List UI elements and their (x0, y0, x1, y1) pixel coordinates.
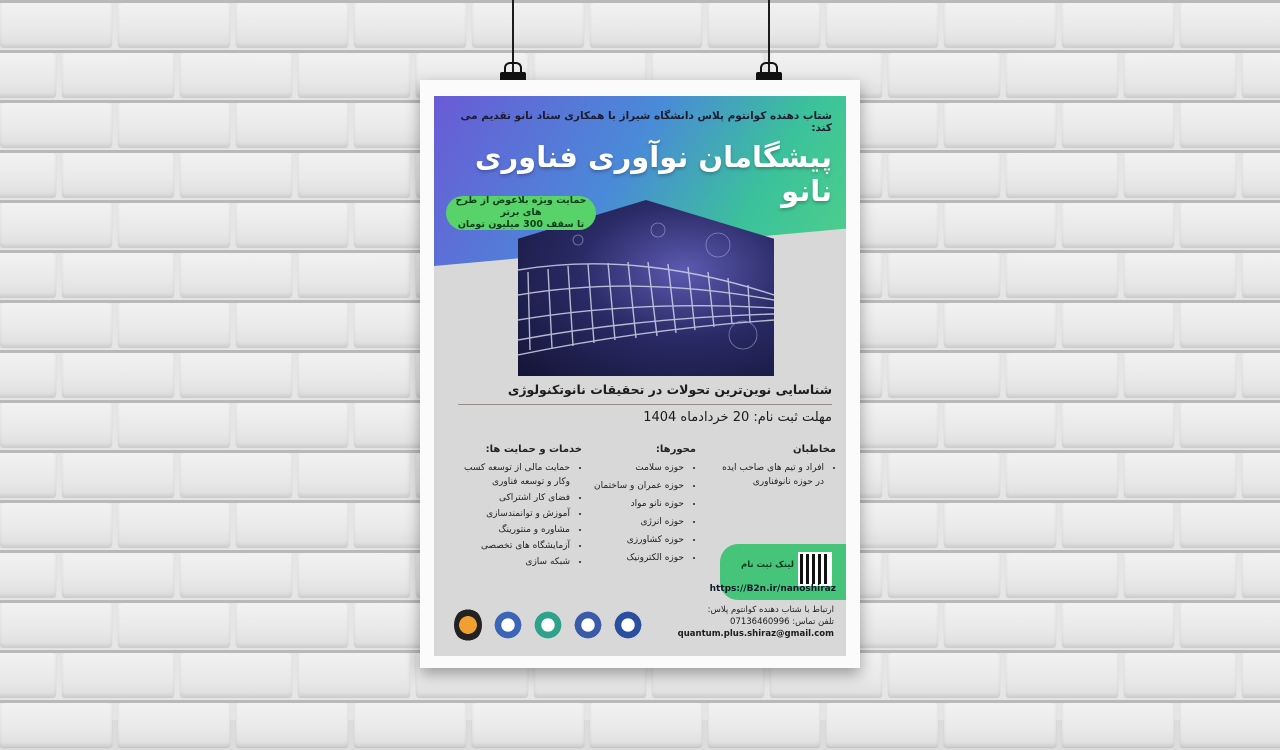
brick (0, 203, 112, 247)
brick (236, 503, 348, 547)
brick (888, 353, 1000, 397)
brick (180, 453, 292, 497)
brick (888, 153, 1000, 197)
brick (472, 3, 584, 47)
brick (1124, 53, 1236, 97)
brick (944, 703, 1056, 747)
brick (944, 403, 1056, 447)
registration-deadline: مهلت ثبت نام: 20 خردادماه 1404 (643, 410, 832, 425)
brick (236, 703, 348, 747)
brick (1062, 303, 1174, 347)
brick (62, 253, 174, 297)
brick (0, 153, 56, 197)
brick (62, 53, 174, 97)
brick (1006, 53, 1118, 97)
brick (118, 203, 230, 247)
qr-code-icon[interactable] (798, 552, 832, 586)
divider (458, 404, 832, 405)
brick (354, 703, 466, 747)
poster-content (434, 96, 846, 656)
funding-badge (446, 196, 596, 230)
brick (236, 403, 348, 447)
poster-title: پیشگامان نوآوری فناوری نانو (474, 140, 832, 208)
brick (118, 403, 230, 447)
brick (0, 503, 112, 547)
brick (1124, 353, 1236, 397)
brick (298, 453, 410, 497)
logo-icon (574, 608, 602, 642)
axes-heading: محورها: (655, 444, 696, 455)
axes-item: • حوزه الکترونیک (576, 551, 684, 565)
brick (236, 203, 348, 247)
brick (118, 303, 230, 347)
brick (62, 153, 174, 197)
contact-email: quantum.plus.shiraz@gmail.com (677, 629, 834, 639)
services-item: • حمایت مالی از توسعه کسب وکار و توسعه فناوری (452, 461, 570, 489)
brick (1062, 403, 1174, 447)
brick (1180, 303, 1280, 347)
brick (1124, 553, 1236, 597)
axes-item: • حوزه کشاورزی (576, 533, 684, 547)
brick (1124, 453, 1236, 497)
brick (888, 53, 1000, 97)
brick (62, 353, 174, 397)
registration-label: لینک ثبت نام (740, 560, 794, 570)
brick (0, 3, 112, 47)
brick (298, 653, 410, 697)
brick (944, 103, 1056, 147)
brick (298, 53, 410, 97)
brick (708, 703, 820, 747)
brick (180, 353, 292, 397)
brick (180, 53, 292, 97)
brick (944, 203, 1056, 247)
presents-line: شتاب دهنده کوانتوم پلاس دانشگاه شیراز با همکاری ستاد نانو تقدیم می کند: (460, 110, 832, 134)
sponsor-logos (454, 608, 654, 648)
brick (0, 53, 56, 97)
brick (1242, 253, 1280, 297)
brick (1180, 3, 1280, 47)
brick (0, 453, 56, 497)
brick (1180, 403, 1280, 447)
brick (180, 553, 292, 597)
brick (888, 253, 1000, 297)
brick (1062, 3, 1174, 47)
brick (944, 303, 1056, 347)
brick (1006, 253, 1118, 297)
brick (1006, 653, 1118, 697)
services-heading: خدمات و حمایت ها: (485, 444, 582, 455)
axes-item: • حوزه سلامت (576, 461, 684, 475)
brick (1124, 253, 1236, 297)
services-item: • فضای کار اشتراکی (452, 491, 570, 505)
poster (420, 80, 860, 668)
axes-section (576, 444, 696, 569)
services-item: • آزمایشگاه های تخصصی (452, 539, 570, 553)
brick (1242, 553, 1280, 597)
audience-heading: مخاطبان (793, 444, 836, 455)
brick (298, 153, 410, 197)
brick (1062, 103, 1174, 147)
brick (1242, 53, 1280, 97)
services-item: • شبکه سازی (452, 555, 570, 569)
brick (1062, 203, 1174, 247)
brick (944, 603, 1056, 647)
brick (1242, 453, 1280, 497)
subtitle: شناسایی نوین‌ترین تحولات در تحقیقات نانوتکنولوژی (507, 382, 832, 397)
brick (1124, 153, 1236, 197)
brick (944, 3, 1056, 47)
logo-icon (614, 608, 642, 642)
registration-link[interactable]: https://B2n.ir/nanoshiraz (709, 584, 836, 594)
brick (236, 303, 348, 347)
brick (1180, 503, 1280, 547)
brick (62, 553, 174, 597)
axes-item: • حوزه نانو مواد (576, 497, 684, 511)
brick (0, 253, 56, 297)
services-item: • مشاوره و منتورینگ (452, 523, 570, 537)
services-item: • آموزش و توانمندسازی (452, 507, 570, 521)
audience-item: • افراد و تیم های صاحب ایده در حوزه نانوفناوری (716, 461, 824, 489)
brick (180, 153, 292, 197)
brick (1180, 703, 1280, 747)
brick (1180, 103, 1280, 147)
brick (236, 103, 348, 147)
brick (62, 653, 174, 697)
brick (1062, 603, 1174, 647)
logo-icon (534, 608, 562, 642)
brick (236, 603, 348, 647)
brick (0, 553, 56, 597)
brick (708, 3, 820, 47)
brick (0, 303, 112, 347)
brick (1006, 353, 1118, 397)
brick (298, 553, 410, 597)
brick (62, 453, 174, 497)
brick (590, 3, 702, 47)
brick (180, 653, 292, 697)
brick (1006, 553, 1118, 597)
brick (0, 353, 56, 397)
funding-line-1: حمایت ویژه بلاعوض از طرح های برتر (455, 195, 587, 218)
brick (1242, 653, 1280, 697)
brick-row (0, 700, 1280, 750)
brick (888, 653, 1000, 697)
brick (0, 103, 112, 147)
logo-icon (494, 608, 522, 642)
brick (0, 603, 112, 647)
brick (1006, 153, 1118, 197)
contact-heading: ارتباط با شتاب دهنده کوانتوم پلاس: (707, 605, 834, 615)
axes-item: • حوزه انرژی (576, 515, 684, 529)
brick (118, 3, 230, 47)
brick (118, 603, 230, 647)
contact-phone: تلفن تماس: 07136460996 (730, 617, 834, 627)
brick (354, 3, 466, 47)
brick (888, 553, 1000, 597)
brick (1006, 453, 1118, 497)
brick (590, 703, 702, 747)
brick (1062, 503, 1174, 547)
brick-row (0, 0, 1280, 50)
brick (1062, 703, 1174, 747)
brick (826, 703, 938, 747)
brick (0, 703, 112, 747)
brick (298, 353, 410, 397)
brick (826, 3, 938, 47)
brick (298, 253, 410, 297)
brick (888, 453, 1000, 497)
brick (236, 3, 348, 47)
funding-line-2: تا سقف 300 میلیون تومان (457, 219, 585, 230)
brick (0, 403, 112, 447)
brick (472, 703, 584, 747)
logo-icon (454, 608, 482, 642)
services-section (452, 444, 582, 571)
brick (1124, 653, 1236, 697)
brick (1180, 203, 1280, 247)
brick (0, 653, 56, 697)
brick (118, 503, 230, 547)
brick (1242, 353, 1280, 397)
brick (180, 253, 292, 297)
audience-section (716, 444, 836, 491)
brick (118, 703, 230, 747)
brick (944, 503, 1056, 547)
brick (118, 103, 230, 147)
axes-item: • حوزه عمران و ساختمان (576, 479, 684, 493)
brick (1242, 153, 1280, 197)
contact-info (644, 604, 834, 640)
brick (1180, 603, 1280, 647)
